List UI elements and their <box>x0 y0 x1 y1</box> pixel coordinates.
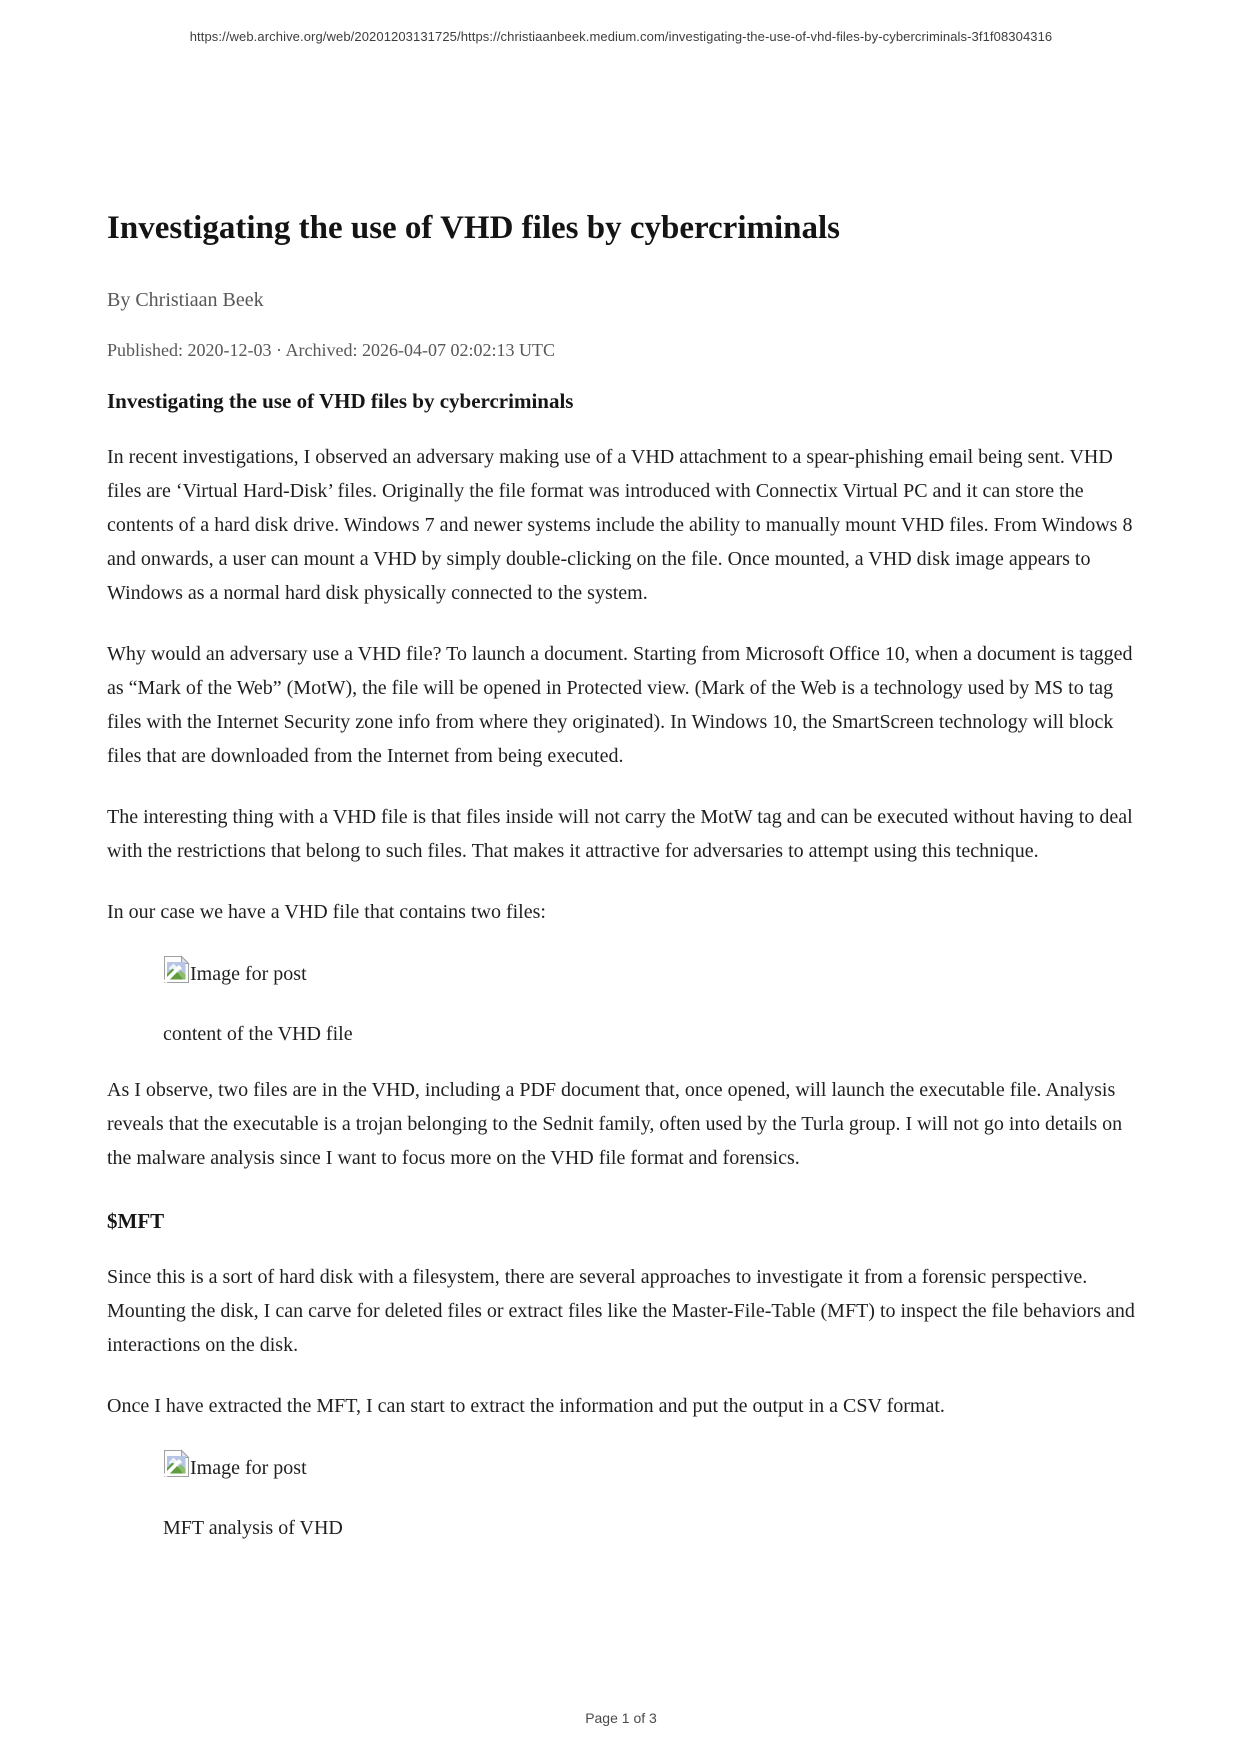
image-placeholder <box>163 955 1135 992</box>
broken-image-icon <box>163 1449 190 1486</box>
figure-vhd-content <box>163 955 1135 1046</box>
figure-mft-analysis <box>163 1449 1135 1540</box>
section-heading: Investigating the use of VHD files by cybercriminals <box>107 389 574 413</box>
page-indicator: Page 1 of 3 <box>585 1710 657 1726</box>
paragraph: In our case we have a VHD file that contains two files: <box>107 901 546 923</box>
figure-caption: MFT analysis of VHD <box>163 1517 343 1539</box>
paragraph: In recent investigations, I observed an adversary making use of a VHD attachment to a spear-phishing email being sent. VHD files are ‘Virtual Hard-Disk’ files. Originally the file format was introduced with Connectix Virtual PC and it can store the contents of a hard disk drive. Windows 7 and newer systems include the ability to manually mount VHD files. From Windows 8 and onwards, a user can mount a VHD by simply double-clicking on the file. Once mounted, a VHD disk image appears to Windows as a normal hard disk physically connected to the system. <box>107 446 1133 604</box>
paragraph: Once I have extracted the MFT, I can start to extract the information and put the output in a CSV format. <box>107 1395 945 1417</box>
page-title: Investigating the use of VHD files by cybercriminals <box>107 210 841 246</box>
article <box>107 0 1135 1540</box>
image-placeholder <box>163 1449 1135 1486</box>
archive-url: https://web.archive.org/web/20201203131725/https://christiaanbeek.medium.com/investigating-the-use-of-vhd-files-by-cybercriminals-3f1f08304316 <box>189 29 1053 44</box>
paragraph: Since this is a sort of hard disk with a filesystem, there are several approaches to investigate it from a forensic perspective. Mounting the disk, I can carve for deleted files or extract files like the Master-File-Table (MFT) to inspect the file behaviors and interactions on the disk. <box>107 1266 1135 1356</box>
broken-image-icon <box>163 955 190 992</box>
paragraph: As I observe, two files are in the VHD, including a PDF document that, once opened, will launch the executable file. Analysis reveals that the executable is a trojan belonging to the Sednit family, often used by the Turla group. I will not go into details on the malware analysis since I want to focus more on the VHD file format and forensics. <box>107 1079 1123 1169</box>
paragraph: The interesting thing with a VHD file is that files inside will not carry the MotW tag and can be executed without having to deal with the restrictions that belong to such files. That makes it attractive for adversaries to attempt using this technique. <box>107 806 1133 862</box>
published-archived-meta: Published: 2020-12-03 · Archived: 2026-04-07 02:02:13 UTC <box>107 340 555 360</box>
image-alt-text: Image for post <box>190 1456 307 1479</box>
figure-caption: content of the VHD file <box>163 1023 353 1045</box>
paragraph: Why would an adversary use a VHD file? To launch a document. Starting from Microsoft Office 10, when a document is tagged as “Mark of the Web” (MotW), the file will be opened in Protected view. (Mark of the Web is a technology used by MS to tag files with the Internet Security zone info from where they originated). In Windows 10, the SmartScreen technology will block files that are downloaded from the Internet from being executed. <box>107 643 1133 767</box>
byline: By Christiaan Beek <box>107 289 264 311</box>
mft-heading: $MFT <box>107 1209 165 1233</box>
image-alt-text: Image for post <box>190 962 307 985</box>
